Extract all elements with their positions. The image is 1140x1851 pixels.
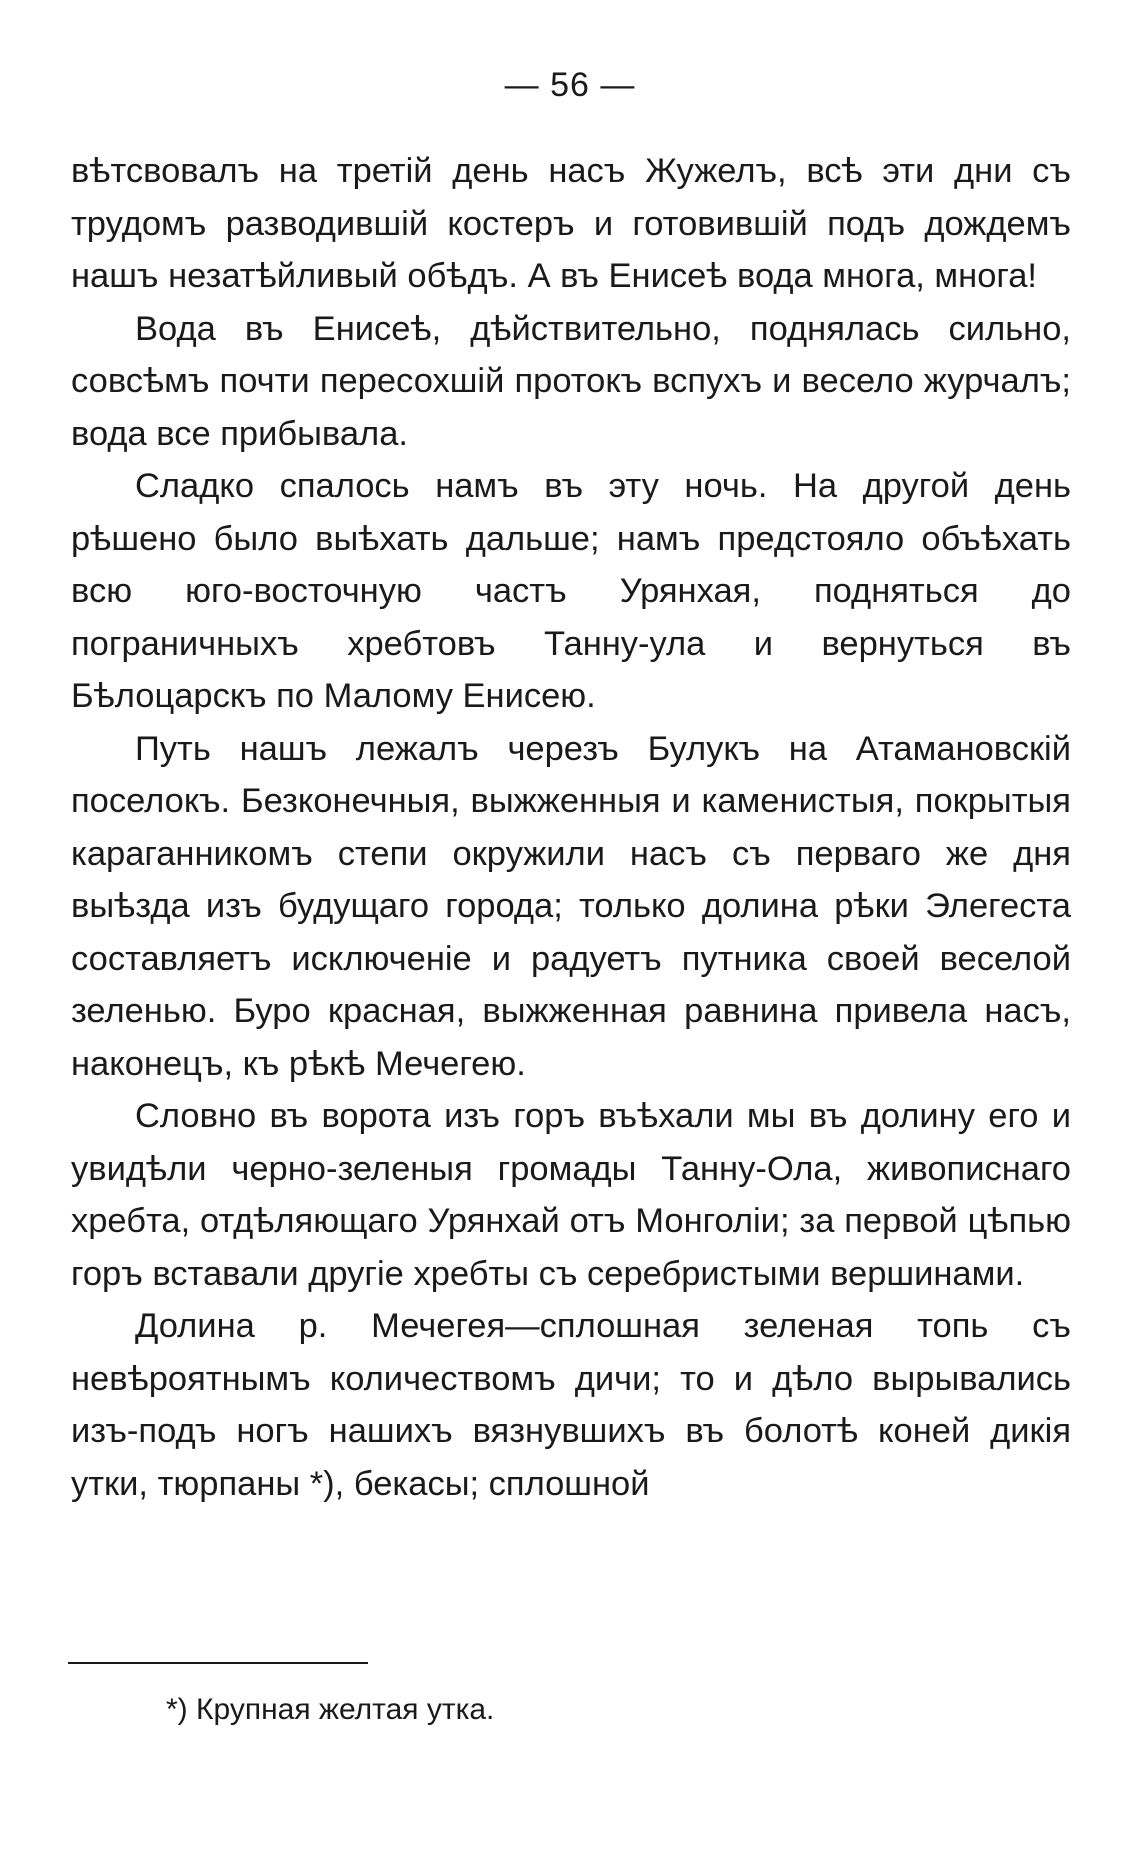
footnote: *) Крупная желтая утка. bbox=[166, 1693, 495, 1726]
paragraph-5: Словно въ ворота изъ горъ въѣхали мы въ долину его и увидѣли черно-зеленыя громады Танну-Ола, живописнаго хребта, отдѣляющаго Урянхай отъ Монголіи; за первой цѣпью горъ вставали другіе хребты съ серебристыми вершинами. bbox=[71, 1097, 1071, 1293]
paragraph-6: Долина р. Мечегея—сплошная зеленая топь съ невѣроятнымъ количествомъ дичи; то и дѣло вырывались изъ-подъ ногъ нашихъ вязнувшихъ въ болотѣ коней дикія утки, тюрпаны *), бекасы; сплошной bbox=[71, 1307, 1071, 1503]
paragraph-3: Сладко спалось намъ въ эту ночь. На другой день рѣшено было выѣхать дальше; намъ предстояло объѣхать всю юго-восточную частъ Урянхая, подняться до пограничныхъ хребтовъ Танну-ула и вернуться въ Бѣлоцарскъ по Малому Енисею. bbox=[71, 467, 1071, 715]
paragraph-1: вѣтсвовалъ на третій день насъ Жужелъ, всѣ эти дни съ трудомъ разводившій костеръ и готовившій подъ дождемъ нашъ незатѣйливый обѣдъ. А въ Енисеѣ вода многа, многа! bbox=[71, 152, 1071, 295]
page-number: — 56 — bbox=[504, 66, 636, 104]
paragraph-2: Вода въ Енисеѣ, дѣйствительно, поднялась сильно, совсѣмъ почти пересохшій протокъ вспухъ и весело журчалъ; вода все прибывала. bbox=[71, 309, 1071, 453]
paragraph-4: Путь нашъ лежалъ черезъ Булукъ на Атамановскій поселокъ. Безконечныя, выжженныя и каменистыя, покрытыя караганникомъ степи окружили насъ съ перваго же дня выѣзда изъ будущаго города; только долина рѣки Элегеста составляетъ исключеніе и радуетъ путника своей веселой зеленью. Буро красная, выжженная равнина привела насъ, наконецъ, къ рѣкѣ Мечегею. bbox=[71, 729, 1071, 1083]
body-text bbox=[71, 145, 1071, 1510]
footnote-divider bbox=[68, 1662, 368, 1664]
